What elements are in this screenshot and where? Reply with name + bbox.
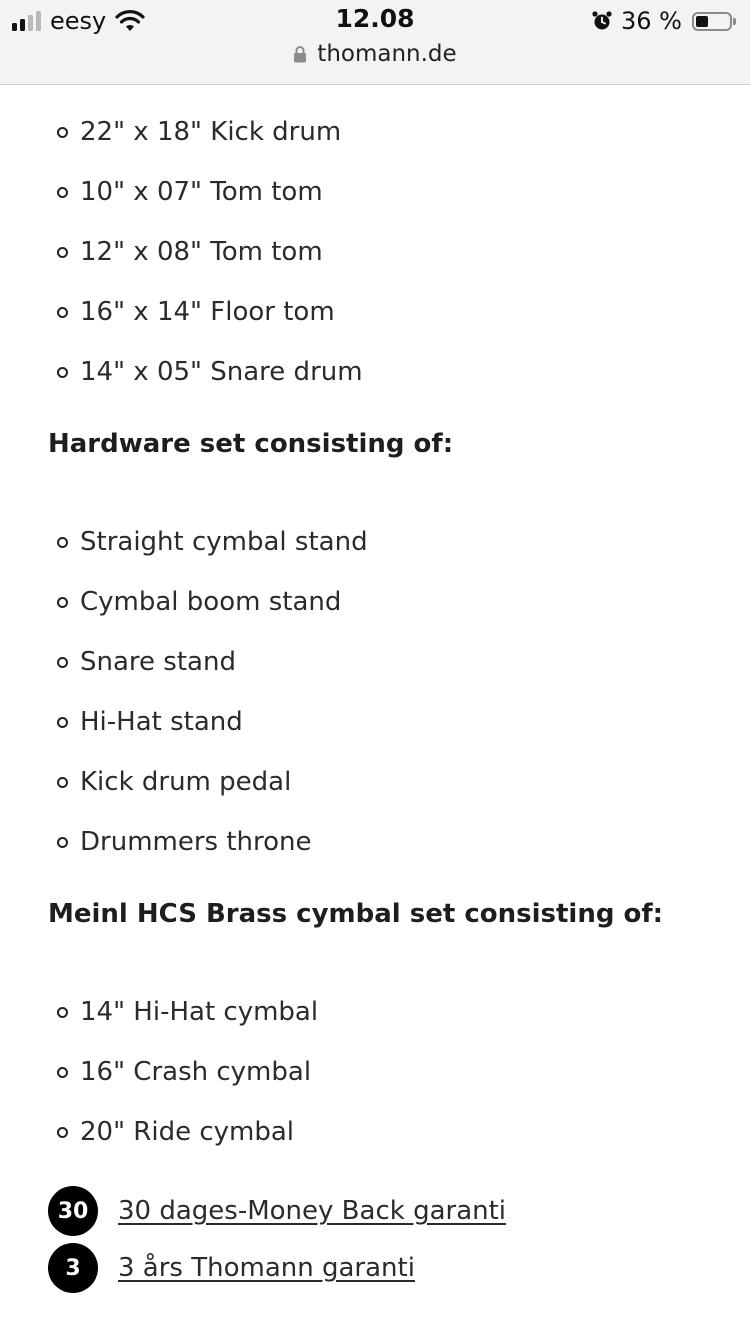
clock: 12.08: [335, 4, 415, 33]
list-item: 10" x 07" Tom tom: [0, 162, 750, 222]
bullet-icon: [57, 597, 68, 608]
list-item: 16" x 14" Floor tom: [0, 282, 750, 342]
battery-icon: [692, 12, 732, 31]
list-item: Drummers throne: [0, 812, 750, 872]
list-item: 12" x 08" Tom tom: [0, 222, 750, 282]
bullet-icon: [57, 247, 68, 258]
hardware-heading: Hardware set consisting of:: [48, 429, 454, 459]
list-item: 14" Hi-Hat cymbal: [0, 982, 750, 1042]
list-item: 16" Crash cymbal: [0, 1042, 750, 1102]
list-item: Hi-Hat stand: [0, 692, 750, 752]
drum-list: [0, 102, 750, 402]
battery-tip: [733, 18, 736, 25]
bullet-icon: [57, 777, 68, 788]
battery-percentage: 36 %: [621, 7, 682, 35]
list-item: Cymbal boom stand: [0, 572, 750, 632]
bullet-icon: [57, 1127, 68, 1138]
hardware-list: [0, 512, 750, 872]
status-bar: [0, 0, 750, 85]
bullet-icon: [57, 537, 68, 548]
bullet-icon: [57, 717, 68, 728]
money-back-guarantee-link[interactable]: 30 dages-Money Back garanti: [118, 1196, 507, 1226]
url-text[interactable]: thomann.de: [317, 41, 457, 67]
list-item: 20" Ride cymbal: [0, 1102, 750, 1162]
lock-icon: [293, 45, 307, 63]
right-status-group: [591, 6, 736, 36]
thomann-warranty-link[interactable]: 3 års Thomann garanti: [118, 1253, 415, 1283]
battery-level-fill: [696, 16, 708, 27]
list-item: Kick drum pedal: [0, 752, 750, 812]
list-item: Straight cymbal stand: [0, 512, 750, 572]
money-back-guarantee[interactable]: [48, 1186, 506, 1236]
bullet-icon: [57, 127, 68, 138]
list-item: Snare stand: [0, 632, 750, 692]
cymbal-list: [0, 982, 750, 1162]
money-back-badge-icon: 30: [48, 1186, 98, 1236]
bullet-icon: [57, 187, 68, 198]
list-item: 22" x 18" Kick drum: [0, 102, 750, 162]
bullet-icon: [57, 837, 68, 848]
bullet-icon: [57, 367, 68, 378]
list-item: 14" x 05" Snare drum: [0, 342, 750, 402]
cymbal-set-heading: Meinl HCS Brass cymbal set consisting of:: [48, 899, 664, 929]
thomann-warranty[interactable]: [48, 1243, 415, 1293]
bullet-icon: [57, 1067, 68, 1078]
alarm-clock-icon: [591, 10, 613, 32]
carrier-name: eesy: [50, 7, 107, 35]
bullet-icon: [57, 307, 68, 318]
bullet-icon: [57, 657, 68, 668]
address-bar[interactable]: [0, 38, 750, 70]
bullet-icon: [57, 1007, 68, 1018]
warranty-badge-icon: 3: [48, 1243, 98, 1293]
